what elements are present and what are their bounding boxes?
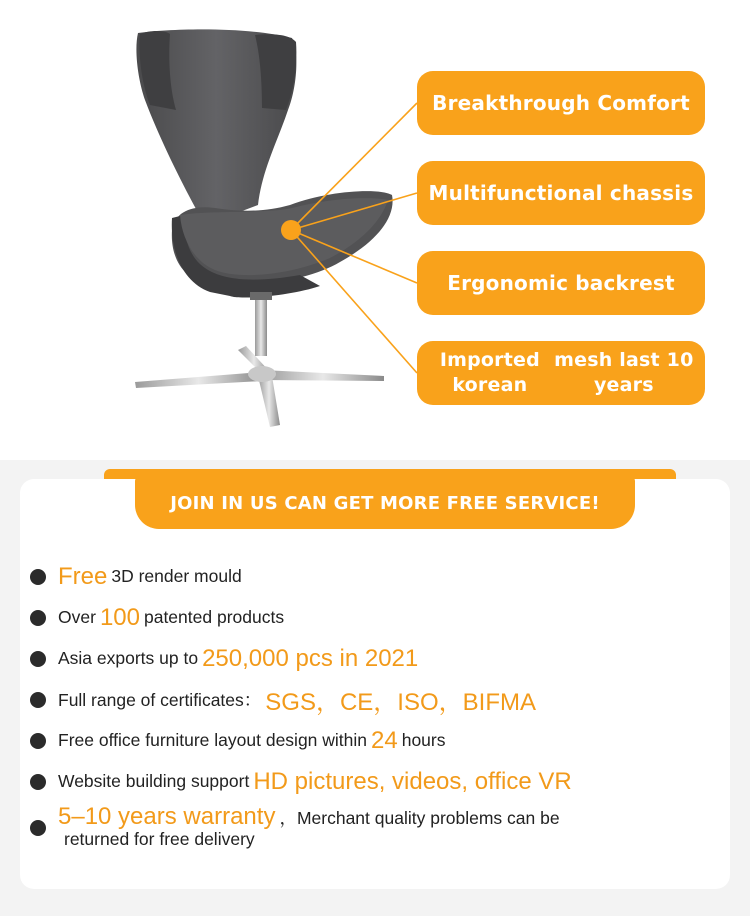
feature-text: Full range of certificates： [58,690,262,710]
feature-highlight: SGS，CE，ISO，BIFMA [265,689,536,716]
bullet-icon [30,820,46,836]
bullet-icon [30,610,46,626]
feature-text: patented products [143,607,285,627]
bullet-icon [30,651,46,667]
feature-highlight: 250,000 pcs in 2021 [202,644,419,672]
list-item [30,638,710,679]
feature-text: hours [401,730,446,750]
feature-text: 3D render mould [111,566,242,586]
callout-imported-mesh-line2: mesh last 10 years [554,349,694,396]
feature-text: Over [58,607,96,627]
feature-text-line2: returned for free delivery [64,829,255,849]
callout-breakthrough-comfort: Breakthrough Comfort [417,71,705,135]
feature-highlight: 24 [371,726,398,754]
feature-highlight: HD pictures, videos, office VR [253,767,572,795]
feature-text: ，Merchant quality problems can be [279,808,560,828]
list-item [30,720,710,761]
feature-text: Free office furniture layout design within [58,730,368,750]
list-item [30,679,710,720]
list-item [30,761,710,802]
service-banner: JOIN IN US CAN GET MORE FREE SERVICE! [135,477,635,529]
callout-multifunctional-chassis: Multifunctional chassis [417,161,705,225]
feature-highlight: 100 [99,603,140,631]
list-item [30,803,710,850]
bullet-icon [30,774,46,790]
bullet-icon [30,733,46,749]
list-item [30,597,710,638]
bullet-icon [30,569,46,585]
list-item [30,556,710,597]
feature-list [30,556,710,850]
feature-highlight: 5–10 years warranty [58,803,276,830]
feature-text: Website building support [58,771,250,791]
callout-imported-mesh [417,341,705,405]
feature-highlight: Free [58,562,108,590]
feature-text: Asia exports up to [58,648,199,668]
callout-ergonomic-backrest: Ergonomic backrest [417,251,705,315]
callout-imported-mesh-line1: Imported korean [439,349,540,396]
bullet-icon [30,692,46,708]
